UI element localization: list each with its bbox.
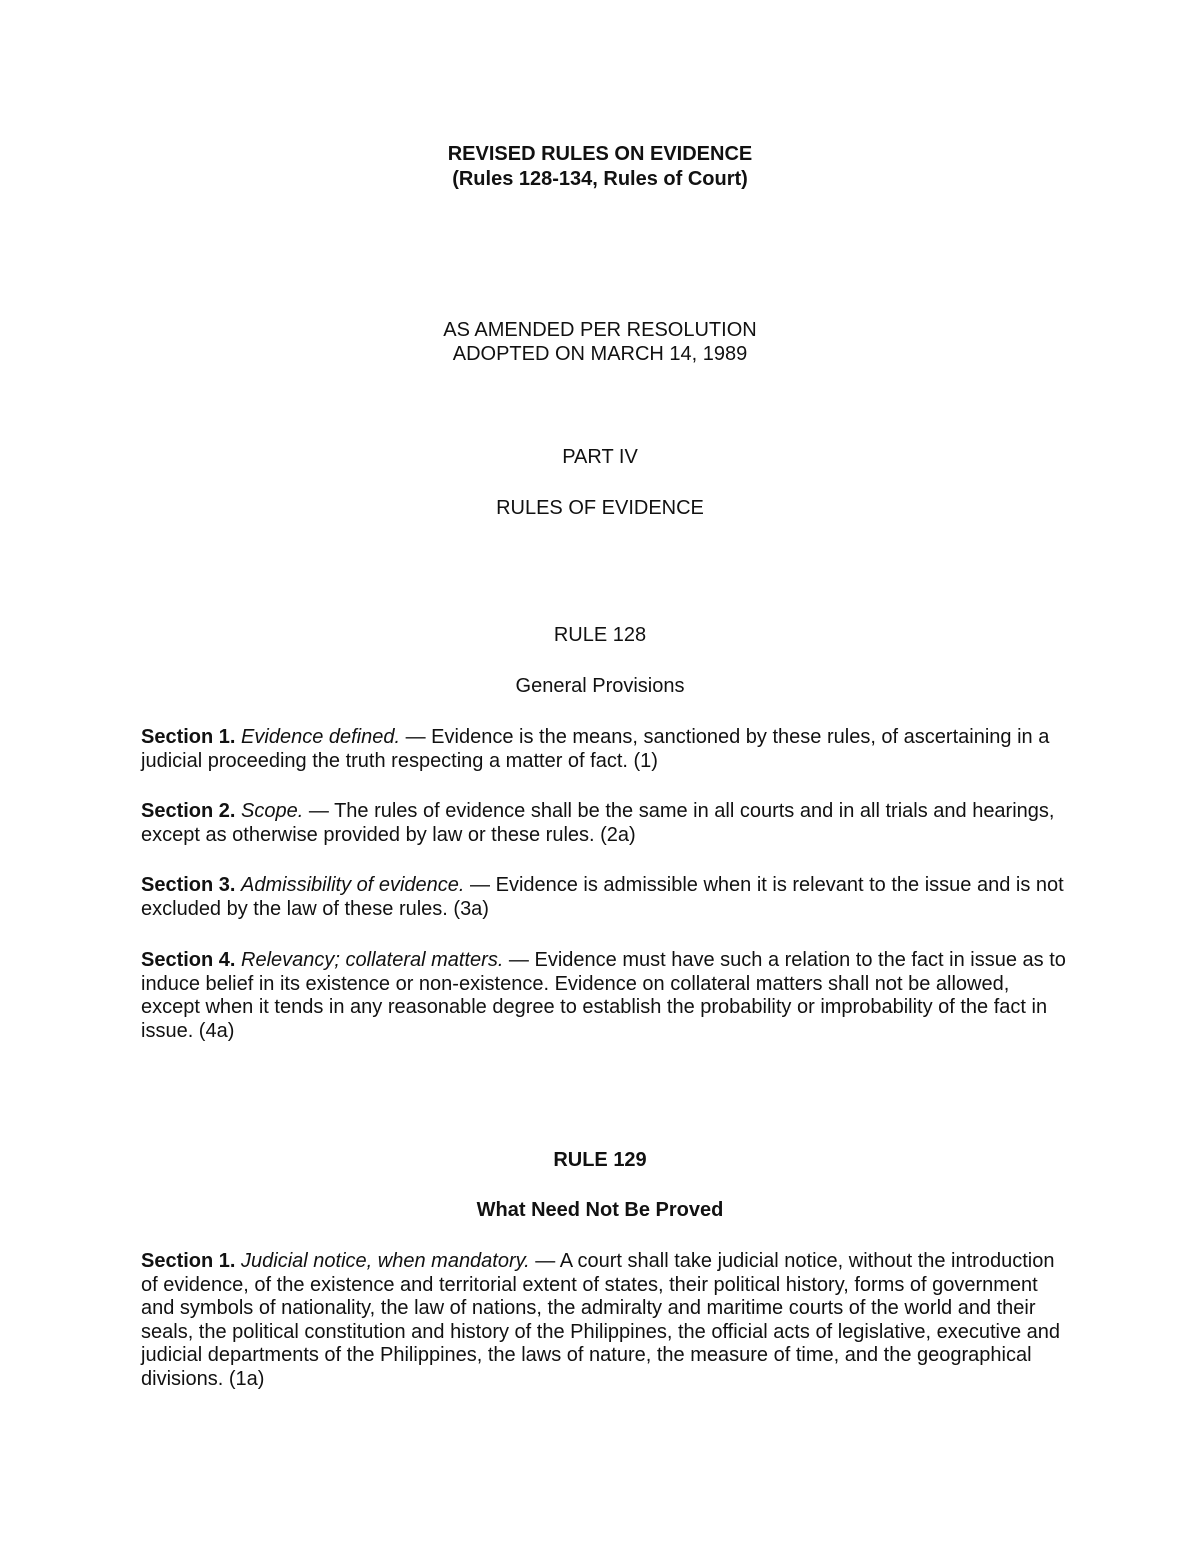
section-heading: Judicial notice, when mandatory. <box>241 1250 530 1272</box>
section-label: Section 1 <box>141 1250 230 1272</box>
rule-128-section-4: Section 4. Relevancy; collateral matters. — Evidence must have such a relation to the fact in issue as to induce belief in its existence or non-existence. Evidence on collateral matters shall not be allowed, except when it tends in any reasonable degree to establish the probability or improbability of the fact in issue. (4a) <box>141 949 1066 1042</box>
section-heading: Admissibility of evidence. <box>241 874 465 896</box>
section-label: Section 1 <box>141 726 230 748</box>
rule-128-section-2: Section 2. Scope. — The rules of evidence shall be the same in all courts and in all trials and hearings, except as otherwise provided by law or these rules. (2a) <box>141 800 1055 846</box>
section-label: Section 2 <box>141 800 230 822</box>
rule-129-title: RULE 129 <box>553 1149 647 1171</box>
section-text: — The rules of evidence shall be the same in all courts and in all trials and hearings, except as otherwise provided by law or these rules. (2a) <box>141 800 1055 846</box>
section-text: — A court shall take judicial notice, without the introduction of evidence, of the existence and territorial extent of states, their political history, forms of government and symbols of nationality, the law of nations, the admiralty and maritime courts of the world and their seals, the political constitution and history of the Philippines, the official acts of legislative, executive and judicial departments of the Philippines, the laws of nature, the measure of time, and the geographical divisions. (1a) <box>141 1250 1061 1390</box>
section-heading: Scope. <box>241 800 304 822</box>
amendment-line-2: ADOPTED ON MARCH 14, 1989 <box>452 343 748 365</box>
section-label: Section 3 <box>141 874 230 896</box>
part-label: PART IV <box>562 446 638 468</box>
section-text: — Evidence is the means, sanctioned by these rules, of ascertaining in a judicial proceeding the truth respecting a matter of fact. (1) <box>141 726 1050 772</box>
section-text: — Evidence is admissible when it is relevant to the issue and is not excluded by the law of these rules. (3a) <box>141 874 1064 920</box>
section-text: — Evidence must have such a relation to the fact in issue as to induce belief in its existence or non-existence. Evidence on collateral matters shall not be allowed, except when it tends in any reasonable degree to establish the probability or improbability of the fact in issue. (4a) <box>141 949 1066 1042</box>
amendment-line-1: AS AMENDED PER RESOLUTION <box>443 319 757 341</box>
section-heading: Relevancy; collateral matters. <box>241 949 504 971</box>
section-label: Section 4 <box>141 949 230 971</box>
section-heading: Evidence defined. <box>241 726 401 748</box>
document-title: REVISED RULES ON EVIDENCE <box>447 143 753 165</box>
rule-128-subtitle: General Provisions <box>515 675 685 697</box>
rule-128-section-1: Section 1. Evidence defined. — Evidence is the means, sanctioned by these rules, of ascertaining in a judicial proceeding the truth respecting a matter of fact. (1) <box>141 726 1050 772</box>
rule-128-title: RULE 128 <box>553 624 647 646</box>
rule-129-section-1: Section 1. Judicial notice, when mandatory. — A court shall take judicial notice, without the introduction of evidence, of the existence and territorial extent of states, their political history, forms of government and symbols of nationality, the law of nations, the admiralty and maritime courts of the world and their seals, the political constitution and history of the Philippines, the official acts of legislative, executive and judicial departments of the Philippines, the laws of nature, the measure of time, and the geographical divisions. (1a) <box>141 1250 1061 1390</box>
part-title: RULES OF EVIDENCE <box>496 497 704 519</box>
rule-128-section-3: Section 3. Admissibility of evidence. — Evidence is admissible when it is relevant to the issue and is not excluded by the law of these rules. (3a) <box>141 874 1064 920</box>
rule-129-subtitle: What Need Not Be Proved <box>476 1199 724 1221</box>
document-subtitle: (Rules 128-134, Rules of Court) <box>452 168 748 190</box>
